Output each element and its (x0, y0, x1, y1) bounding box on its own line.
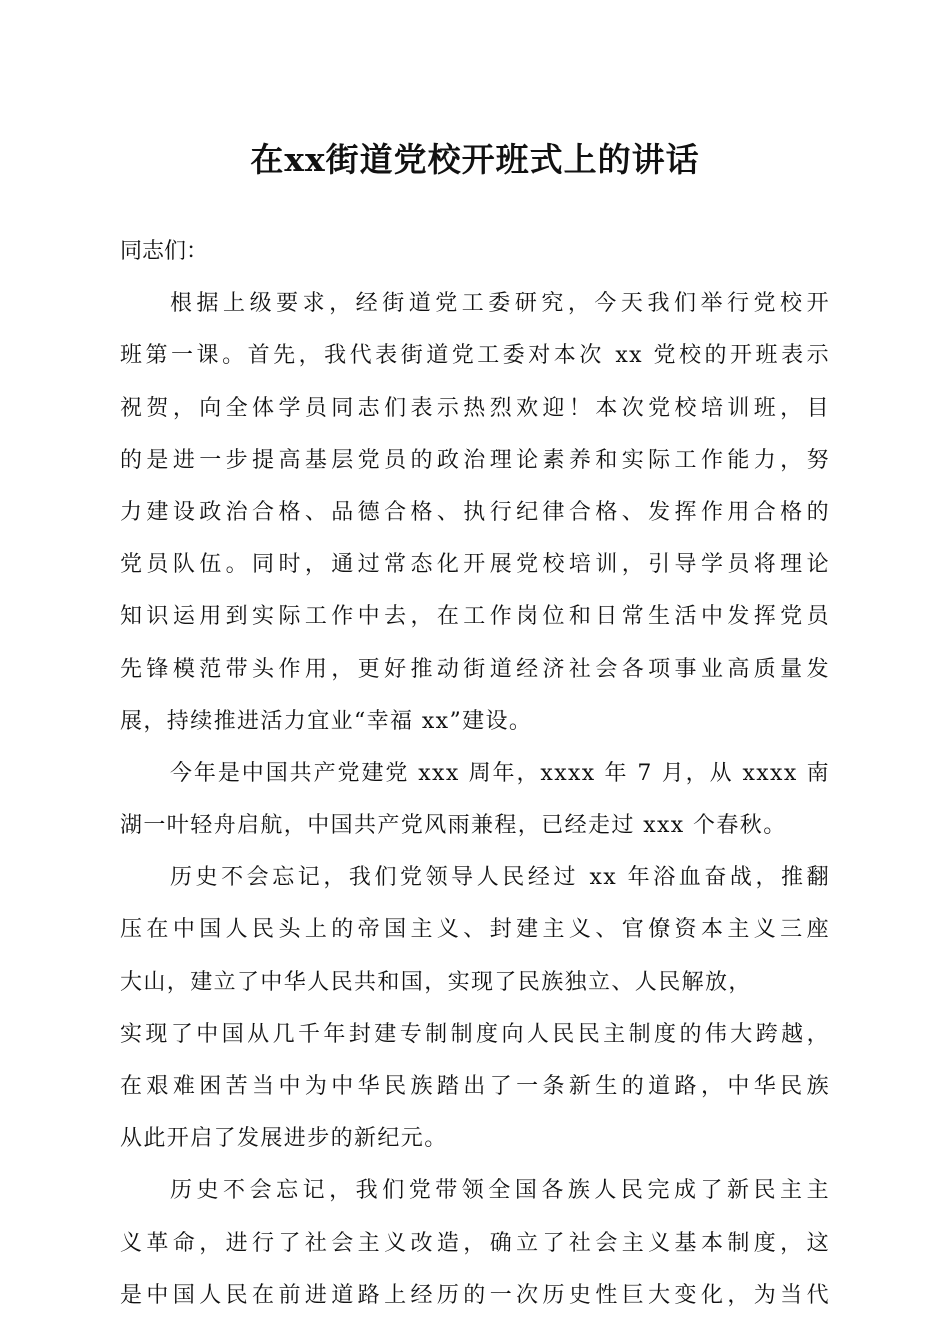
text-line: 实现了中国从几千年封建专制制度向人民民主制度的伟大跨越， (120, 1021, 830, 1047)
paragraph (120, 748, 830, 852)
text-line: 从此开启了发展进步的新纪元。 (120, 1126, 448, 1152)
text-line: 根据上级要求，经街道党工委研究，今天我们举行党校开 (170, 291, 830, 317)
salutation: 同志们： (120, 239, 209, 264)
text-line: 力建设政治合格、品德合格、执行纪律合格、发挥作用合格的 (120, 499, 830, 525)
text-line: 班第一课。首先，我代表街道党工委对本次 xx 党校的开班表示 (120, 343, 830, 369)
text-line: 今年是中国共产党建党 xxx 周年，xxxx 年 7 月，从 xxxx 南 (170, 760, 830, 786)
text-line: 知识运用到实际工作中去，在工作岗位和日常生活中发挥党员 (120, 604, 830, 630)
text-line: 大山，建立了中华人民共和国，实现了民族独立、人民解放， (120, 969, 752, 995)
text-line: 湖一叶轻舟启航，中国共产党风雨兼程，已经走过 xxx 个春秋。 (120, 813, 787, 839)
text-line: 祝贺，向全体学员同志们表示热烈欢迎！本次党校培训班，目 (120, 395, 830, 421)
text-line: 在艰难困苦当中为中华民族踏出了一条新生的道路，中华民族 (120, 1074, 830, 1099)
text-line: 历史不会忘记，我们党带领全国各族人民完成了新民主主 (170, 1178, 830, 1204)
text-line: 是中国人民在前进道路上经历的一次历史性巨大变化，为当代 (120, 1282, 830, 1308)
paragraph (120, 852, 830, 1165)
paragraph (120, 1165, 830, 1322)
text-line: 先锋模范带头作用，更好推动街道经济社会各项事业高质量发 (120, 656, 830, 682)
text-line: 展，持续推进活力宜业“幸福 xx”建设。 (120, 708, 533, 734)
text-line: 义革命，进行了社会主义改造，确立了社会主义基本制度，这 (120, 1230, 830, 1256)
text-line: 的是进一步提高基层党员的政治理论素养和实际工作能力，努 (120, 447, 830, 473)
document-body (120, 226, 830, 1322)
text-line: 历史不会忘记，我们党领导人民经过 xx 年浴血奋战，推翻 (170, 865, 830, 891)
page-title: 在xx街道党校开班式上的讲话 (250, 140, 700, 179)
text-line: 党员队伍。同时，通过常态化开展党校培训，引导学员将理论 (120, 552, 830, 578)
paragraph (120, 278, 830, 748)
text-line: 压在中国人民头上的帝国主义、封建主义、官僚资本主义三座 (120, 917, 830, 943)
